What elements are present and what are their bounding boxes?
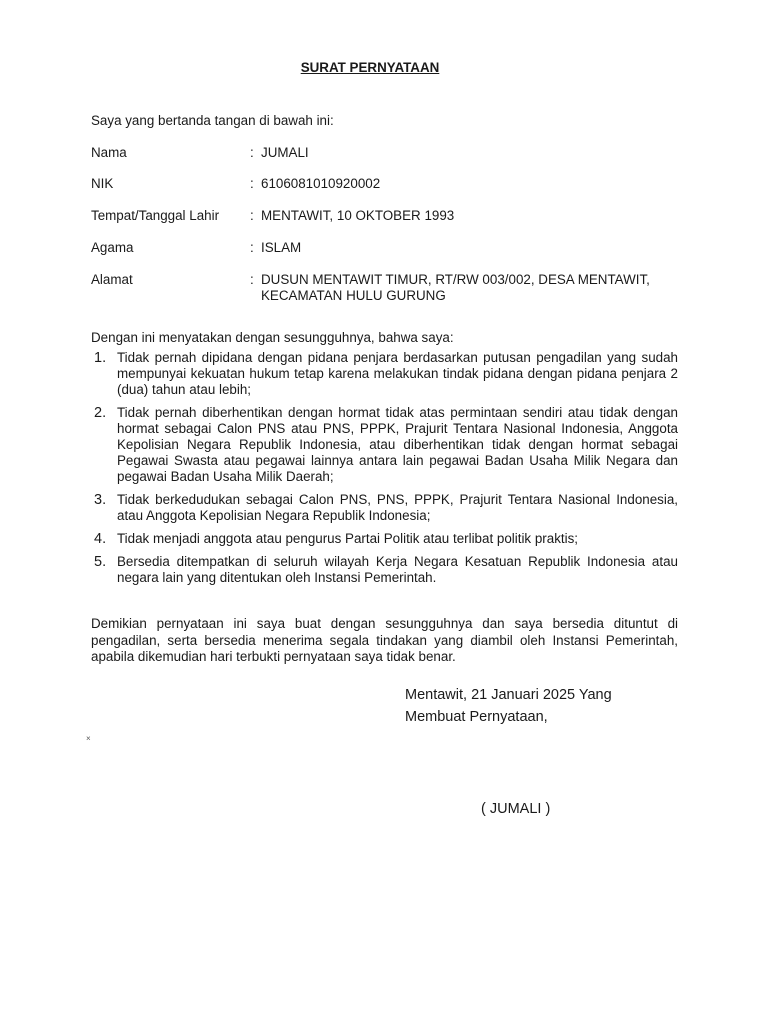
stray-mark: × [86,734,91,743]
field-value: DUSUN MENTAWIT TIMUR, RT/RW 003/002, DESA MENTAWIT, KECAMATAN HULU GURUNG [261,272,650,303]
statement-list [91,350,678,593]
list-item-text: Tidak berkedudukan sebagai Calon PNS, PNS, PPPK, Prajurit Tentara Nasional Indonesia, atau Anggota Kepolisian Negara Republik Indonesia; [117,492,678,523]
signature-block [405,684,685,728]
list-item-text: Tidak pernah dipidana dengan pidana penjara berdasarkan putusan pengadilan yang sudah mempunyai kekuatan hukum tetap karena melakukan tindak pidana dengan pidana penjara 2 (dua) tahun atau lebih; [117,350,678,397]
list-item-number: 5. [94,554,107,570]
list-item [91,492,678,524]
field-value: JUMALI [261,145,309,160]
field-label: Alamat [91,272,133,287]
intro-text: Saya yang bertanda tangan di bawah ini: [91,113,334,128]
list-item [91,350,678,398]
field-label: NIK [91,176,114,191]
signer-name: ( JUMALI ) [481,801,551,817]
list-item-number: 3. [94,492,107,508]
signature-place-date: Mentawit, 21 Januari 2025 Yang [405,687,612,703]
list-item [91,531,678,547]
field-colon: : [250,272,254,287]
field-colon: : [250,176,254,191]
list-item-text: Bersedia ditempatkan di seluruh wilayah Kerja Negara Kesatuan Republik Indonesia atau negara lain yang ditentukan oleh Instansi Pemerintah. [117,554,678,585]
field-colon: : [250,240,254,255]
signature-role: Membuat Pernyataan, [405,709,548,725]
list-item [91,554,678,586]
list-item-number: 4. [94,531,107,547]
field-label: Agama [91,240,134,255]
field-colon: : [250,208,254,223]
closing-paragraph: Demikian pernyataan ini saya buat dengan sesungguhnya dan saya bersedia dituntut di pengadilan, serta bersedia menerima segala tindakan yang diambil oleh Instansi Pemerintah, apabila dikemudian hari terbukti pernyataan saya tidak benar. [91,616,678,664]
list-item-number: 1. [94,350,107,366]
field-value: MENTAWIT, 10 OKTOBER 1993 [261,208,455,223]
list-item-number: 2. [94,405,107,421]
field-value: ISLAM [261,240,302,255]
document-title: SURAT PERNYATAAN [300,60,440,75]
field-label: Nama [91,145,127,160]
list-item-text: Tidak menjadi anggota atau pengurus Partai Politik atau terlibat politik praktis; [117,531,578,546]
statement-text: Dengan ini menyatakan dengan sesungguhnya, bahwa saya: [91,330,454,345]
field-label: Tempat/Tanggal Lahir [91,208,220,223]
list-item-text: Tidak pernah diberhentikan dengan hormat tidak atas permintaan sendiri atau tidak dengan hormat sebagai Calon PNS atau PNS, PPPK, Prajurit Tentara Nasional Indonesia, Anggota Kepolisian Negara Republik Indonesia, atau diberhentikan tidak dengan hormat sebagai Pegawai Swasta atau pegawai lainnya antara lain pegawai Badan Usaha Milik Negara dan pegawai Badan Usaha Milik Daerah; [117,405,678,484]
list-item [91,405,678,485]
field-colon: : [250,145,254,160]
field-value: 6106081010920002 [261,176,381,191]
